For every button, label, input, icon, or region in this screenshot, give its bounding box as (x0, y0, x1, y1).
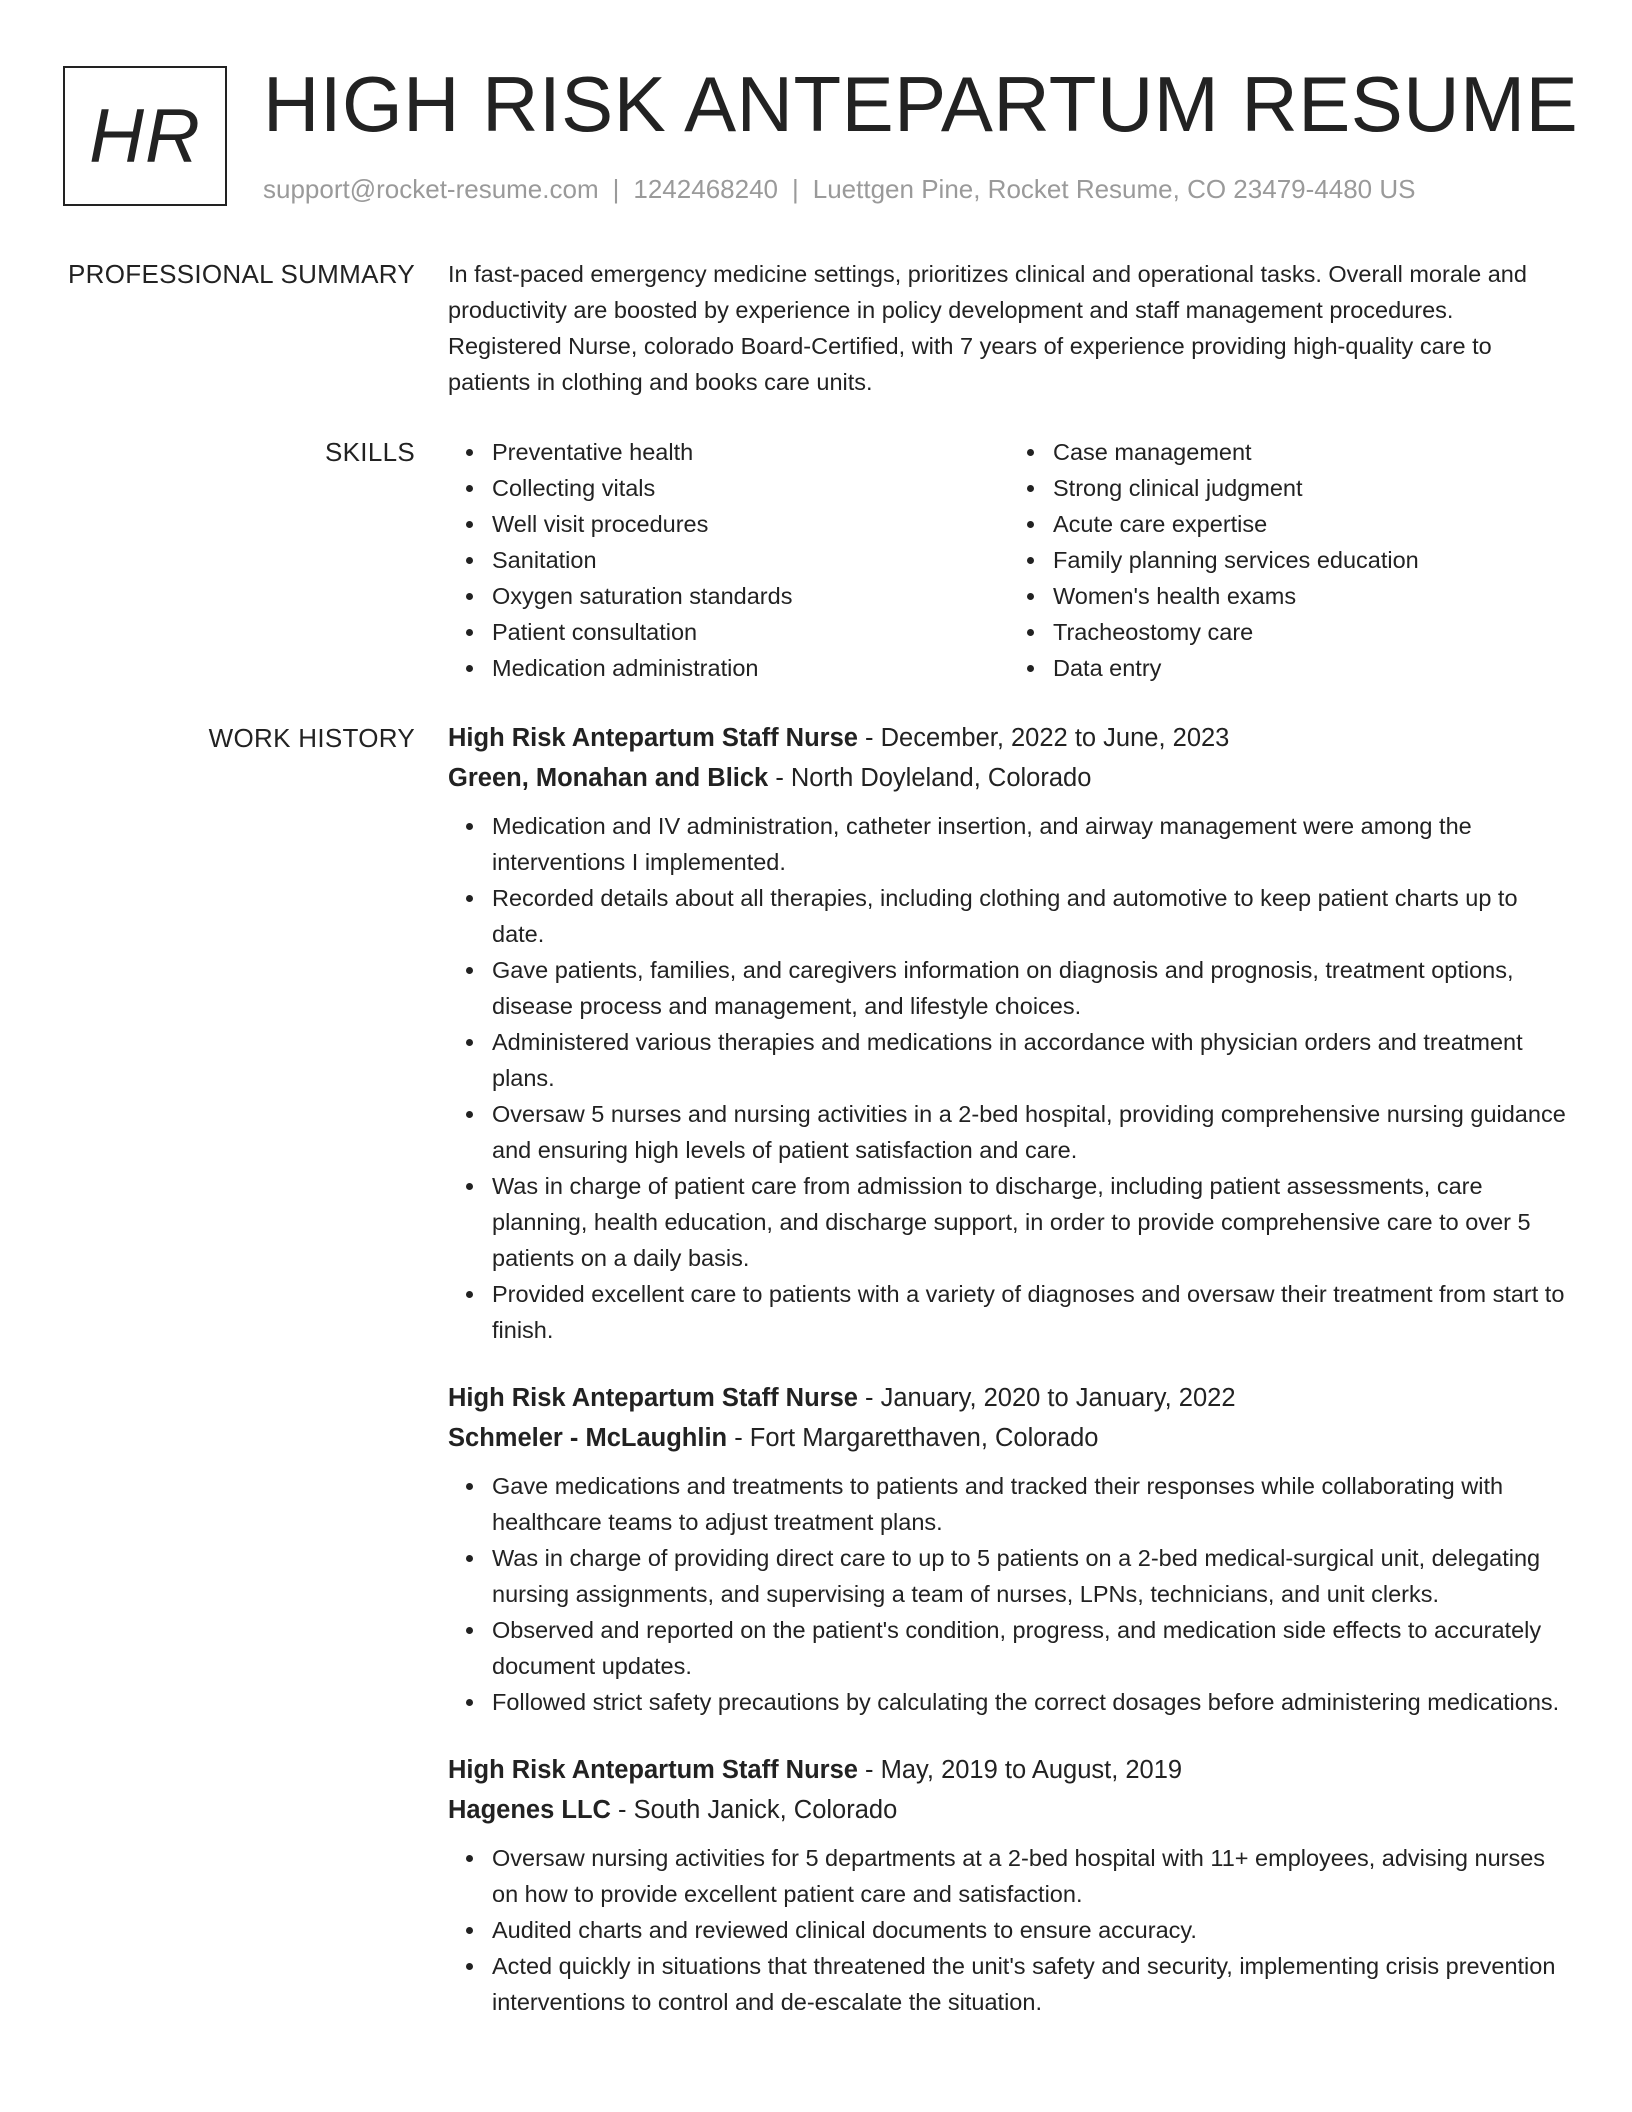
skill-item: Preventative health (492, 434, 1009, 470)
skill-item: Sanitation (492, 542, 1009, 578)
skill-item: Strong clinical judgment (1053, 470, 1570, 506)
job-bullet: Audited charts and reviewed clinical documents to ensure accuracy. (492, 1912, 1570, 1948)
job-location: - South Janick, Colorado (610, 1796, 898, 1824)
job-title: High Risk Antepartum Staff Nurse (448, 724, 858, 752)
job-bullet: Acted quickly in situations that threatened the unit's safety and security, implementing crisis prevention interventions to control and de-escalate the situation. (492, 1948, 1570, 2020)
contact-line (263, 174, 1415, 205)
summary-text: In fast-paced emergency medicine settings, prioritizes clinical and operational tasks. Overall morale and productivity are boosted by experience in policy development and staff management procedures. Registered Nurse, colorado Board-Certified, with 7 years of experience providing high-quality care to patients in clothing and books care units. (448, 261, 1527, 395)
job-bullet: Gave medications and treatments to patients and tracked their responses while collaborating with healthcare teams to adjust treatment plans. (492, 1468, 1570, 1540)
skill-item: Data entry (1053, 650, 1570, 686)
job-bullet: Gave patients, families, and caregivers information on diagnosis and prognosis, treatment options, disease process and management, and lifestyle choices. (492, 952, 1570, 1024)
monogram-logo: HR (63, 66, 227, 206)
job-location: - North Doyleland, Colorado (768, 764, 1092, 792)
contact-email: support@rocket-resume.com (263, 174, 599, 204)
contact-separator: | (792, 174, 799, 204)
job-title: High Risk Antepartum Staff Nurse (448, 1384, 858, 1412)
skill-item: Women's health exams (1053, 578, 1570, 614)
job-bullet: Oversaw nursing activities for 5 departments at a 2-bed hospital with 11+ employees, advising nurses on how to provide excellent patient care and satisfaction. (492, 1840, 1570, 1912)
section-heading-work-history: WORK HISTORY (208, 723, 415, 753)
job-entry (448, 1750, 1570, 2020)
job-bullet: Observed and reported on the patient's condition, progress, and medication side effects to accurately document updates. (492, 1612, 1570, 1684)
job-bullet: Recorded details about all therapies, including clothing and automotive to keep patient charts up to date. (492, 880, 1570, 952)
skill-item: Medication administration (492, 650, 1009, 686)
job-bullet: Was in charge of patient care from admission to discharge, including patient assessments, care planning, health education, and discharge support, in order to provide comprehensive care to over 5 patients on a daily basis. (492, 1168, 1570, 1276)
job-title-line (448, 718, 1570, 758)
contact-address: Luettgen Pine, Rocket Resume, CO 23479-4480 US (812, 174, 1416, 204)
job-entry (448, 718, 1570, 1348)
job-bullet: Was in charge of providing direct care to up to 5 patients on a 2-bed medical-surgical unit, delegating nursing assignments, and supervising a team of nurses, LPNs, technicians, and unit clerks. (492, 1540, 1570, 1612)
job-bullet-list (448, 1468, 1570, 1720)
job-company-line (448, 758, 1570, 798)
skills-list-right (1009, 434, 1570, 686)
skills-body (448, 434, 1570, 686)
work-history-body (448, 718, 1570, 2050)
skill-item: Case management (1053, 434, 1570, 470)
job-company: Green, Monahan and Blick (448, 764, 769, 792)
job-company: Hagenes LLC (448, 1796, 611, 1824)
job-title-line (448, 1750, 1570, 1790)
job-dates: - December, 2022 to June, 2023 (857, 724, 1230, 752)
section-heading-skills: SKILLS (325, 437, 415, 467)
skill-item: Patient consultation (492, 614, 1009, 650)
skills-list-left (448, 434, 1009, 686)
job-bullet-list (448, 808, 1570, 1348)
job-title-line (448, 1378, 1570, 1418)
job-title: High Risk Antepartum Staff Nurse (448, 1756, 858, 1784)
job-bullet: Provided excellent care to patients with a variety of diagnoses and oversaw their treatment from start to finish. (492, 1276, 1570, 1348)
skill-item: Tracheostomy care (1053, 614, 1570, 650)
summary-body (448, 256, 1570, 400)
job-location: - Fort Margaretthaven, Colorado (727, 1424, 1099, 1452)
job-dates: - May, 2019 to August, 2019 (857, 1756, 1183, 1784)
job-bullet: Oversaw 5 nurses and nursing activities in a 2-bed hospital, providing comprehensive nursing guidance and ensuring high levels of patient satisfaction and care. (492, 1096, 1570, 1168)
job-bullet-list (448, 1840, 1570, 2020)
contact-separator: | (612, 174, 620, 204)
skill-item: Acute care expertise (1053, 506, 1570, 542)
skill-item: Well visit procedures (492, 506, 1009, 542)
job-company-line (448, 1418, 1570, 1458)
resume-title: HIGH RISK ANTEPARTUM RESUME (263, 60, 1579, 148)
job-company-line (448, 1790, 1570, 1830)
job-entry (448, 1378, 1570, 1720)
job-company: Schmeler - McLaughlin (448, 1424, 728, 1452)
skill-item: Family planning services education (1053, 542, 1570, 578)
skill-item: Collecting vitals (492, 470, 1009, 506)
contact-phone: 1242468240 (633, 174, 778, 204)
skill-item: Oxygen saturation standards (492, 578, 1009, 614)
section-heading-summary: PROFESSIONAL SUMMARY (68, 259, 415, 289)
job-bullet: Followed strict safety precautions by calculating the correct dosages before administering medications. (492, 1684, 1570, 1720)
job-dates: - January, 2020 to January, 2022 (857, 1384, 1236, 1412)
job-bullet: Medication and IV administration, catheter insertion, and airway management were among the interventions I implemented. (492, 808, 1570, 880)
job-bullet: Administered various therapies and medications in accordance with physician orders and treatment plans. (492, 1024, 1570, 1096)
